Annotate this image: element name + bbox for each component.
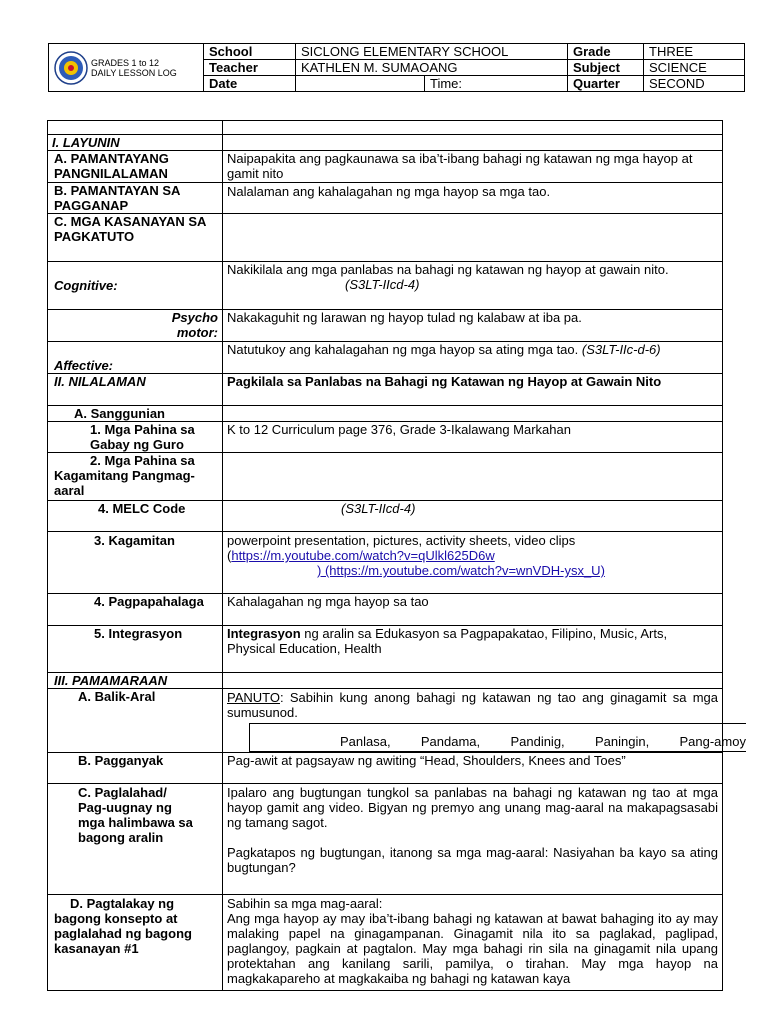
- teacher-value: KATHLEN M. SUMAOANG: [296, 60, 568, 76]
- cognitive-cell: [223, 262, 723, 310]
- affective-label: Affective:: [48, 342, 223, 374]
- kagamitan-cell: [223, 532, 723, 594]
- logo-line-2: DAILY LESSON LOG: [91, 67, 177, 78]
- cognitive-label: Cognitive:: [48, 262, 223, 310]
- affective-cell: [223, 342, 723, 374]
- balik-aral-label: A. Balik-Aral: [48, 689, 223, 753]
- school-label: School: [204, 44, 296, 60]
- quarter-value: SECOND: [644, 76, 745, 92]
- psycho-label-1: Psycho: [171, 310, 218, 325]
- kagamitang-label: 2. Mga Pahina sa Kagamitang Pangmag-aaral: [48, 453, 223, 501]
- pagtalakay-label: D. Pagtalakay ng bagong konsepto at paglalahad ng bagong kasanayan #1: [48, 895, 223, 991]
- pagganyak-label: B. Pagganyak: [48, 753, 223, 784]
- pagtalakay-cell: [223, 895, 723, 991]
- affective-text: Natutukoy ang kahalagahan ng mga hayop sa ating mga tao.: [227, 342, 579, 357]
- date-label: Date: [204, 76, 296, 92]
- pagpapahalaga-label: 4. Pagpapahalaga: [48, 594, 223, 626]
- sense-item: Pandama,: [420, 734, 481, 749]
- pagpapahalaga-text: Kahalagahan ng mga hayop sa tao: [223, 594, 723, 626]
- grade-value: THREE: [644, 44, 745, 60]
- school-value: SICLONG ELEMENTARY SCHOOL: [296, 44, 568, 60]
- pagtalakay-text: Ang mga hayop ay may iba’t-ibang bahagi ng katawan at bawat bahaging ito ay may malaking papel na ginagampanan. Ginagamit nila ito sa paglakad, paglipad, paglangoy, pagkain at pagtalon. May mga bahagi rin sila na ginagamit nila upang protektahan ang kanilang sarili, pamilya, o tirahan. May mga hayop na magkakapareho at magkakaiba ng bahagi ng katawan kaya: [227, 911, 718, 986]
- sense-item: Pang-amoy: [679, 734, 746, 749]
- kasanayan-label: C. MGA KASANAYAN SA PAGKATUTO: [48, 214, 223, 262]
- cognitive-code: (S3LT-IIcd-4): [345, 277, 420, 292]
- senses-box: [249, 723, 746, 752]
- kagamitan-text: powerpoint presentation, pictures, activity sheets, video clips: [227, 533, 576, 548]
- video-link-1[interactable]: https://m.youtube.com/watch?v=qUlkl625D6w: [231, 548, 495, 563]
- sense-item: Pandinig,: [510, 734, 565, 749]
- pamantayang-text: Naipapakita ang pagkaunawa sa iba’t-ibang bahagi ng katawan ng mga hayop at gamit nito: [223, 151, 723, 183]
- pamantayan-label: B. PAMANTAYAN SA PAGGANAP: [48, 183, 223, 214]
- panuto-text: : Sabihin kung anong bahagi ng katawan ng tao ang ginagamit sa mga sumusunod.: [227, 690, 718, 720]
- pamantayan-text: Nalalaman ang kahalagahan ng mga hayop sa mga tao.: [223, 183, 723, 214]
- integrasyon-text: ng aralin sa Edukasyon sa Pagpapakatao, Filipino, Music, Arts, Physical Education, Health: [227, 626, 668, 656]
- lesson-plan-table: [47, 120, 746, 991]
- melc-label: 4. MELC Code: [48, 501, 223, 532]
- video-link-2[interactable]: ) (https://m.youtube.com/watch?v=wnVDH-ysx_U): [317, 563, 605, 578]
- panuto: [227, 690, 718, 720]
- paglalahad-text-2: Pagkatapos ng bugtungan, itanong sa mga mag-aaral: Nasiyahan ba kayo sa ating bugtungan?: [227, 845, 718, 875]
- integrasyon-bold: Integrasyon: [227, 626, 301, 641]
- psycho-label-2: motor:: [176, 325, 218, 340]
- kagamitan-label: 3. Kagamitan: [48, 532, 223, 594]
- pamantayang-label: A. PAMANTAYANG PANGNILALAMAN: [48, 151, 223, 183]
- balik-aral-cell: [223, 689, 746, 753]
- integrasyon-label: 5. Integrasyon: [48, 626, 223, 673]
- nilalaman-text: Pagkilala sa Panlabas na Bahagi ng Katawan ng Hayop at Gawain Nito: [223, 374, 723, 406]
- header-table: [48, 43, 745, 92]
- gabay-text: K to 12 Curriculum page 376, Grade 3-Ikalawang Markahan: [223, 422, 723, 453]
- paglalahad-cell: [223, 784, 723, 895]
- paglalahad-label-text: C. Paglalahad/ Pag-uugnay ng mga halimbawa sa bagong aralin: [78, 785, 193, 845]
- logo-cell: [49, 44, 204, 92]
- gabay-label: 1. Mga Pahina sa Gabay ng Guro: [48, 422, 223, 453]
- affective-code: (S3LT-IIc-d-6): [581, 342, 661, 357]
- pagtalakay-intro: Sabihin sa mga mag-aaral:: [227, 896, 383, 911]
- date-value: [296, 76, 425, 92]
- pamamaraan-heading: III. PAMAMARAAN: [48, 673, 223, 689]
- subject-label: Subject: [568, 60, 644, 76]
- psycho-text: Nakakaguhit ng larawan ng hayop tulad ng kalabaw at iba pa.: [223, 310, 723, 342]
- pagganyak-text: Pag-awit at pagsayaw ng awiting “Head, Shoulders, Knees and Toes”: [223, 753, 723, 784]
- deped-seal-icon: [54, 51, 88, 85]
- sense-item: Panlasa,: [340, 734, 391, 749]
- grade-label: Grade: [568, 44, 644, 60]
- teacher-label: Teacher: [204, 60, 296, 76]
- layunin-heading: I. LAYUNIN: [48, 135, 223, 151]
- psycho-label: [48, 310, 223, 342]
- sanggunian-label: A. Sanggunian: [48, 406, 223, 422]
- link-open: (: [227, 548, 232, 563]
- quarter-label: Quarter: [568, 76, 644, 92]
- integrasyon-cell: [223, 626, 723, 673]
- sense-item: Paningin,: [594, 734, 650, 749]
- cognitive-text: Nakikilala ang mga panlabas na bahagi ng katawan ng hayop at gawain nito.: [227, 262, 669, 277]
- nilalaman-heading: II. NILALAMAN: [48, 374, 223, 406]
- subject-value: SCIENCE: [644, 60, 745, 76]
- paglalahad-text-1: Ipalaro ang bugtungan tungkol sa panlabas na bahagi ng katawan ng tao at mga hayop gamit ang video. Bigyan ng premyo ang unang mag-aaral na makapagsasabi ng tamang sagot.: [227, 785, 718, 830]
- paglalahad-label: [48, 784, 223, 895]
- time-label: Time:: [425, 76, 568, 92]
- melc-text: (S3LT-IIcd-4): [223, 501, 723, 532]
- panuto-label: PANUTO: [227, 690, 280, 705]
- logo-line-1: GRADES 1 to 12: [91, 57, 160, 68]
